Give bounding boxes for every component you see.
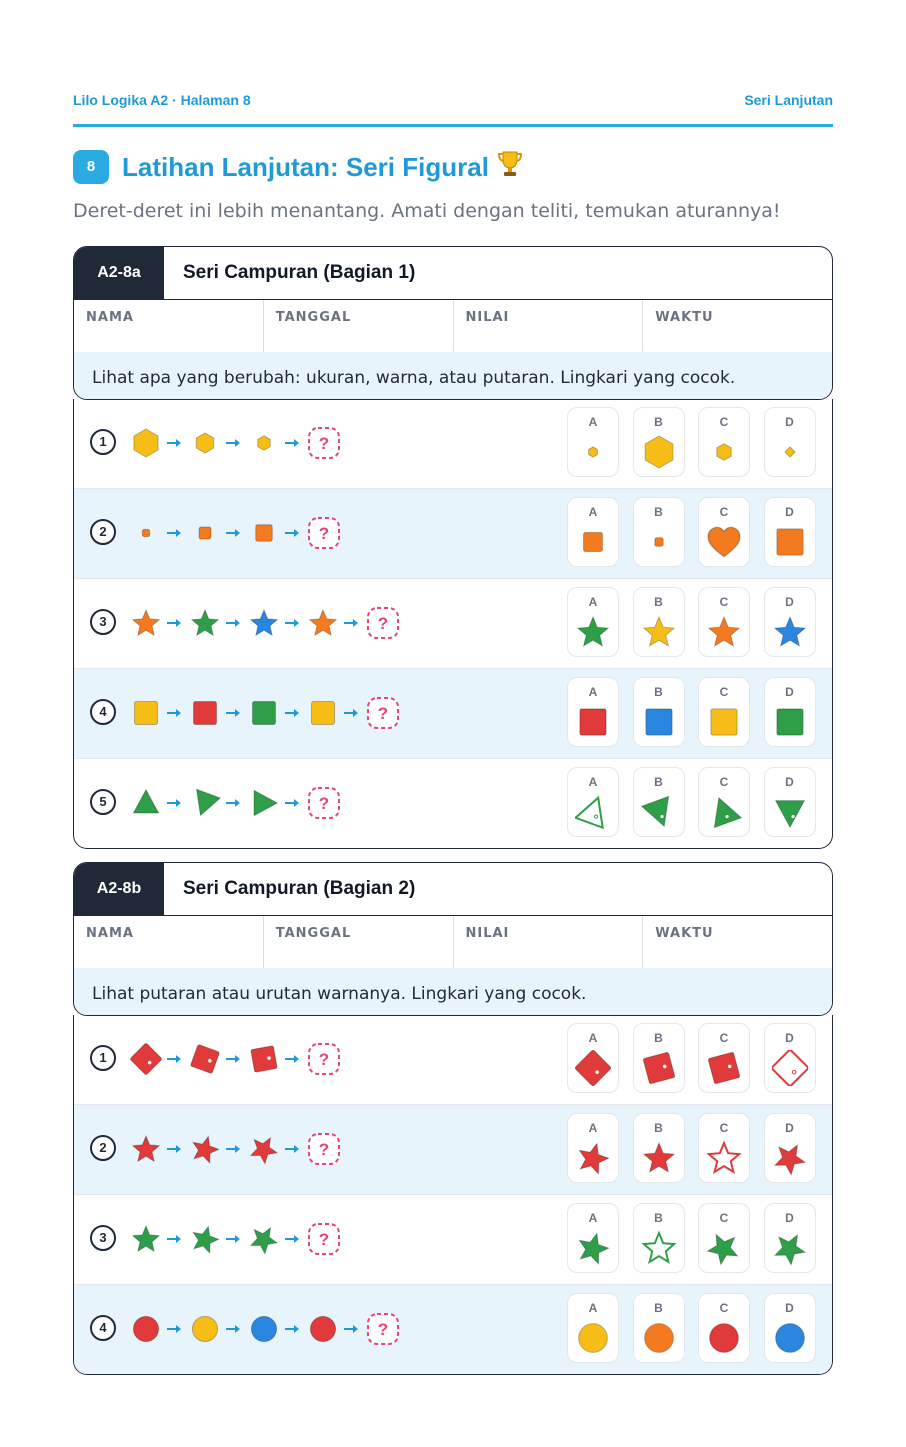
sequence-shape <box>130 517 162 549</box>
option-label: B <box>654 1031 663 1045</box>
sequence-shape <box>189 517 221 549</box>
option-shape <box>641 1320 677 1356</box>
question-number: 1 <box>90 1045 116 1071</box>
arrow-icon <box>166 1324 182 1334</box>
sequence-shape <box>248 1313 280 1345</box>
option-label: B <box>654 595 663 609</box>
option-label: A <box>588 685 598 699</box>
option-shape <box>706 1230 742 1266</box>
question-number: 2 <box>90 519 116 545</box>
sequence-shape <box>130 697 162 729</box>
option-shape <box>575 704 611 740</box>
arrow-icon <box>284 1054 300 1064</box>
sequence-shape <box>189 607 221 639</box>
option-shape <box>575 1230 611 1266</box>
option-label: B <box>654 775 663 789</box>
option-shape <box>706 1320 742 1356</box>
option-label: A <box>588 775 598 789</box>
worksheet-instruction: Lihat apa yang berubah: ukuran, warna, atau putaran. Lingkari yang cocok. <box>74 352 832 399</box>
question-row <box>74 668 832 758</box>
question-row <box>74 1104 832 1194</box>
sequence-shape <box>248 787 280 819</box>
option-shape <box>706 614 742 650</box>
arrow-icon <box>284 438 300 448</box>
answer-option-d[interactable] <box>764 1293 816 1363</box>
option-shape <box>706 434 742 470</box>
sequence-shape <box>130 1043 162 1075</box>
arrow-icon <box>284 798 300 808</box>
question-mark-icon <box>366 1312 400 1346</box>
question-mark-icon <box>307 1132 341 1166</box>
question-mark-icon <box>366 606 400 640</box>
arrow-icon <box>225 1324 241 1334</box>
score-field[interactable]: NILAI <box>454 916 644 968</box>
option-label: B <box>654 505 663 519</box>
option-label: D <box>785 595 794 609</box>
arrow-icon <box>343 1324 359 1334</box>
option-shape <box>575 614 611 650</box>
option-shape <box>641 1050 677 1086</box>
question-row <box>74 578 832 668</box>
arrow-icon <box>225 1054 241 1064</box>
worksheet-title: Seri Campuran (Bagian 1) <box>183 262 416 283</box>
sequence-shape <box>248 1133 280 1165</box>
sequence-shape <box>248 697 280 729</box>
arrow-icon <box>284 1144 300 1154</box>
sequence-shape <box>248 1223 280 1255</box>
option-shape <box>772 794 808 830</box>
answer-option-b[interactable] <box>633 1203 685 1273</box>
worksheet-header-a <box>73 246 833 400</box>
arrow-icon <box>166 528 182 538</box>
answer-option-a[interactable] <box>567 1293 619 1363</box>
worksheet-code: A2-8a <box>74 247 164 299</box>
worksheet-code: A2-8b <box>74 863 164 915</box>
question-mark-icon <box>307 516 341 550</box>
option-shape <box>641 614 677 650</box>
arrow-icon <box>166 618 182 628</box>
option-label: B <box>654 415 663 429</box>
option-shape <box>641 434 677 470</box>
option-shape <box>575 1320 611 1356</box>
answer-option-c[interactable] <box>698 1203 750 1273</box>
trophy-icon <box>497 150 523 186</box>
question-row <box>74 1194 832 1284</box>
answer-option-c[interactable] <box>698 677 750 747</box>
option-shape <box>772 434 808 470</box>
arrow-icon <box>284 708 300 718</box>
sequence-shape <box>307 607 339 639</box>
option-label: A <box>588 1121 598 1135</box>
option-label: B <box>654 1301 663 1315</box>
answer-option-c[interactable] <box>698 1293 750 1363</box>
answer-option-a[interactable] <box>567 1203 619 1273</box>
option-shape <box>706 794 742 830</box>
sequence-shape <box>248 427 280 459</box>
option-label: C <box>719 685 729 699</box>
arrow-icon <box>225 1234 241 1244</box>
arrow-icon <box>343 618 359 628</box>
date-field[interactable]: TANGGAL <box>264 916 454 968</box>
option-shape <box>772 704 808 740</box>
sequence-shape <box>307 697 339 729</box>
arrow-icon <box>284 528 300 538</box>
name-field[interactable]: NAMA <box>74 300 264 352</box>
arrow-icon <box>166 438 182 448</box>
svg-text:?: ? <box>318 524 330 543</box>
answer-option-d[interactable] <box>764 407 816 477</box>
svg-text:?: ? <box>318 434 330 453</box>
option-shape <box>641 1140 677 1176</box>
answer-option-c[interactable] <box>698 1113 750 1183</box>
option-label: D <box>785 775 794 789</box>
arrow-icon <box>225 618 241 628</box>
question-row <box>74 758 832 848</box>
page-header <box>73 88 833 127</box>
arrow-icon <box>225 1144 241 1154</box>
sequence-shape <box>248 1043 280 1075</box>
arrow-icon <box>225 528 241 538</box>
question-mark-icon <box>307 786 341 820</box>
option-shape <box>772 1140 808 1176</box>
arrow-icon <box>166 1054 182 1064</box>
option-shape <box>706 1140 742 1176</box>
svg-text:?: ? <box>377 614 389 633</box>
arrow-icon <box>166 798 182 808</box>
option-shape <box>641 524 677 560</box>
svg-text:?: ? <box>377 704 389 723</box>
arrow-icon <box>284 1234 300 1244</box>
option-label: C <box>719 1211 729 1225</box>
sequence-shape <box>130 1313 162 1345</box>
answer-option-a[interactable] <box>567 1023 619 1093</box>
arrow-icon <box>284 618 300 628</box>
arrow-icon <box>225 708 241 718</box>
option-shape <box>575 524 611 560</box>
sequence-shape <box>307 1313 339 1345</box>
option-label: B <box>654 685 663 699</box>
arrow-icon <box>166 1234 182 1244</box>
question-list-b <box>73 1015 833 1375</box>
arrow-icon <box>166 708 182 718</box>
answer-option-b[interactable] <box>633 1023 685 1093</box>
answer-option-a[interactable] <box>567 1113 619 1183</box>
answer-option-a[interactable] <box>567 497 619 567</box>
sequence-shape <box>248 607 280 639</box>
book-page-label: Lilo Logika A2 · Halaman 8 <box>73 92 251 108</box>
question-mark-icon <box>366 696 400 730</box>
svg-text:?: ? <box>318 1050 330 1069</box>
answer-option-a[interactable] <box>567 677 619 747</box>
sequence-shape <box>130 607 162 639</box>
option-shape <box>772 1050 808 1086</box>
question-number: 1 <box>90 429 116 455</box>
question-mark-icon <box>307 1042 341 1076</box>
chapter-label: Seri Lanjutan <box>744 92 833 108</box>
option-label: D <box>785 685 794 699</box>
option-shape <box>641 794 677 830</box>
option-label: A <box>588 595 598 609</box>
arrow-icon <box>284 1324 300 1334</box>
option-label: A <box>588 1031 598 1045</box>
option-label: B <box>654 1211 663 1225</box>
answer-option-d[interactable] <box>764 1113 816 1183</box>
worksheet-title: Seri Campuran (Bagian 2) <box>183 878 416 899</box>
question-number: 5 <box>90 789 116 815</box>
option-label: C <box>719 1121 729 1135</box>
question-row <box>74 488 832 578</box>
answer-option-b[interactable] <box>633 767 685 837</box>
question-number: 3 <box>90 1225 116 1251</box>
svg-text:?: ? <box>318 1140 330 1159</box>
option-label: D <box>785 1121 794 1135</box>
option-label: A <box>588 1211 598 1225</box>
arrow-icon <box>225 438 241 448</box>
svg-text:?: ? <box>318 794 330 813</box>
option-shape <box>641 1230 677 1266</box>
question-list-a <box>73 399 833 849</box>
answer-option-d[interactable] <box>764 587 816 657</box>
option-label: D <box>785 1031 794 1045</box>
option-shape <box>772 1320 808 1356</box>
question-mark-icon <box>307 426 341 460</box>
score-field[interactable]: NILAI <box>454 300 644 352</box>
sequence-shape <box>130 427 162 459</box>
sequence-shape <box>189 427 221 459</box>
answer-option-d[interactable] <box>764 677 816 747</box>
section-title <box>122 150 523 186</box>
option-label: D <box>785 1211 794 1225</box>
sequence-shape <box>130 787 162 819</box>
option-shape <box>575 1140 611 1176</box>
option-label: C <box>719 1301 729 1315</box>
question-row <box>74 399 832 488</box>
question-row <box>74 1284 832 1374</box>
option-label: C <box>719 595 729 609</box>
sequence-shape <box>130 1223 162 1255</box>
option-label: A <box>588 505 598 519</box>
svg-text:?: ? <box>318 1230 330 1249</box>
answer-option-b[interactable] <box>633 497 685 567</box>
question-number: 3 <box>90 609 116 635</box>
section-number-badge: 8 <box>73 150 109 184</box>
answer-option-c[interactable] <box>698 407 750 477</box>
option-label: A <box>588 415 598 429</box>
option-shape <box>575 1050 611 1086</box>
arrow-icon <box>225 798 241 808</box>
sequence-shape <box>189 1223 221 1255</box>
worksheet-header-b <box>73 862 833 1016</box>
name-field[interactable]: NAMA <box>74 916 264 968</box>
option-label: C <box>719 1031 729 1045</box>
question-number: 4 <box>90 1315 116 1341</box>
option-label: C <box>719 775 729 789</box>
worksheet-fields <box>74 299 832 352</box>
section-subtitle: Deret-deret ini lebih menantang. Amati dengan teliti, temukan aturannya! <box>73 200 781 222</box>
answer-option-d[interactable] <box>764 767 816 837</box>
svg-text:?: ? <box>377 1320 389 1339</box>
answer-option-c[interactable] <box>698 1023 750 1093</box>
option-label: D <box>785 1301 794 1315</box>
answer-option-d[interactable] <box>764 1023 816 1093</box>
option-shape <box>706 524 742 560</box>
answer-option-a[interactable] <box>567 587 619 657</box>
time-field[interactable]: WAKTU <box>655 310 714 325</box>
option-label: D <box>785 415 794 429</box>
worksheet-fields <box>74 915 832 968</box>
sequence-shape <box>189 1133 221 1165</box>
question-number: 2 <box>90 1135 116 1161</box>
answer-option-a[interactable] <box>567 767 619 837</box>
option-shape <box>706 704 742 740</box>
sequence-shape <box>189 697 221 729</box>
option-shape <box>706 1050 742 1086</box>
answer-option-c[interactable] <box>698 587 750 657</box>
option-shape <box>772 614 808 650</box>
answer-option-d[interactable] <box>764 1203 816 1273</box>
date-field[interactable]: TANGGAL <box>264 300 454 352</box>
sequence-shape <box>248 517 280 549</box>
answer-option-d[interactable] <box>764 497 816 567</box>
worksheet-instruction: Lihat putaran atau urutan warnanya. Lingkari yang cocok. <box>74 968 832 1015</box>
answer-option-b[interactable] <box>633 407 685 477</box>
option-shape <box>772 1230 808 1266</box>
sequence-shape <box>189 1313 221 1345</box>
answer-option-c[interactable] <box>698 497 750 567</box>
section-title-text: Latihan Lanjutan: Seri Figural <box>122 152 489 182</box>
sequence-shape <box>189 1043 221 1075</box>
option-label: A <box>588 1301 598 1315</box>
option-label: B <box>654 1121 663 1135</box>
option-label: C <box>719 505 729 519</box>
arrow-icon <box>343 708 359 718</box>
option-label: C <box>719 415 729 429</box>
answer-option-b[interactable] <box>633 677 685 747</box>
answer-option-c[interactable] <box>698 767 750 837</box>
time-field[interactable]: WAKTU <box>655 926 714 941</box>
question-mark-icon <box>307 1222 341 1256</box>
question-number: 4 <box>90 699 116 725</box>
question-row <box>74 1015 832 1104</box>
option-shape <box>641 704 677 740</box>
option-shape <box>772 524 808 560</box>
answer-option-b[interactable] <box>633 587 685 657</box>
answer-option-b[interactable] <box>633 1293 685 1363</box>
sequence-shape <box>130 1133 162 1165</box>
arrow-icon <box>166 1144 182 1154</box>
answer-option-a[interactable] <box>567 407 619 477</box>
sequence-shape <box>189 787 221 819</box>
option-shape <box>575 794 611 830</box>
option-label: D <box>785 505 794 519</box>
answer-option-b[interactable] <box>633 1113 685 1183</box>
option-shape <box>575 434 611 470</box>
